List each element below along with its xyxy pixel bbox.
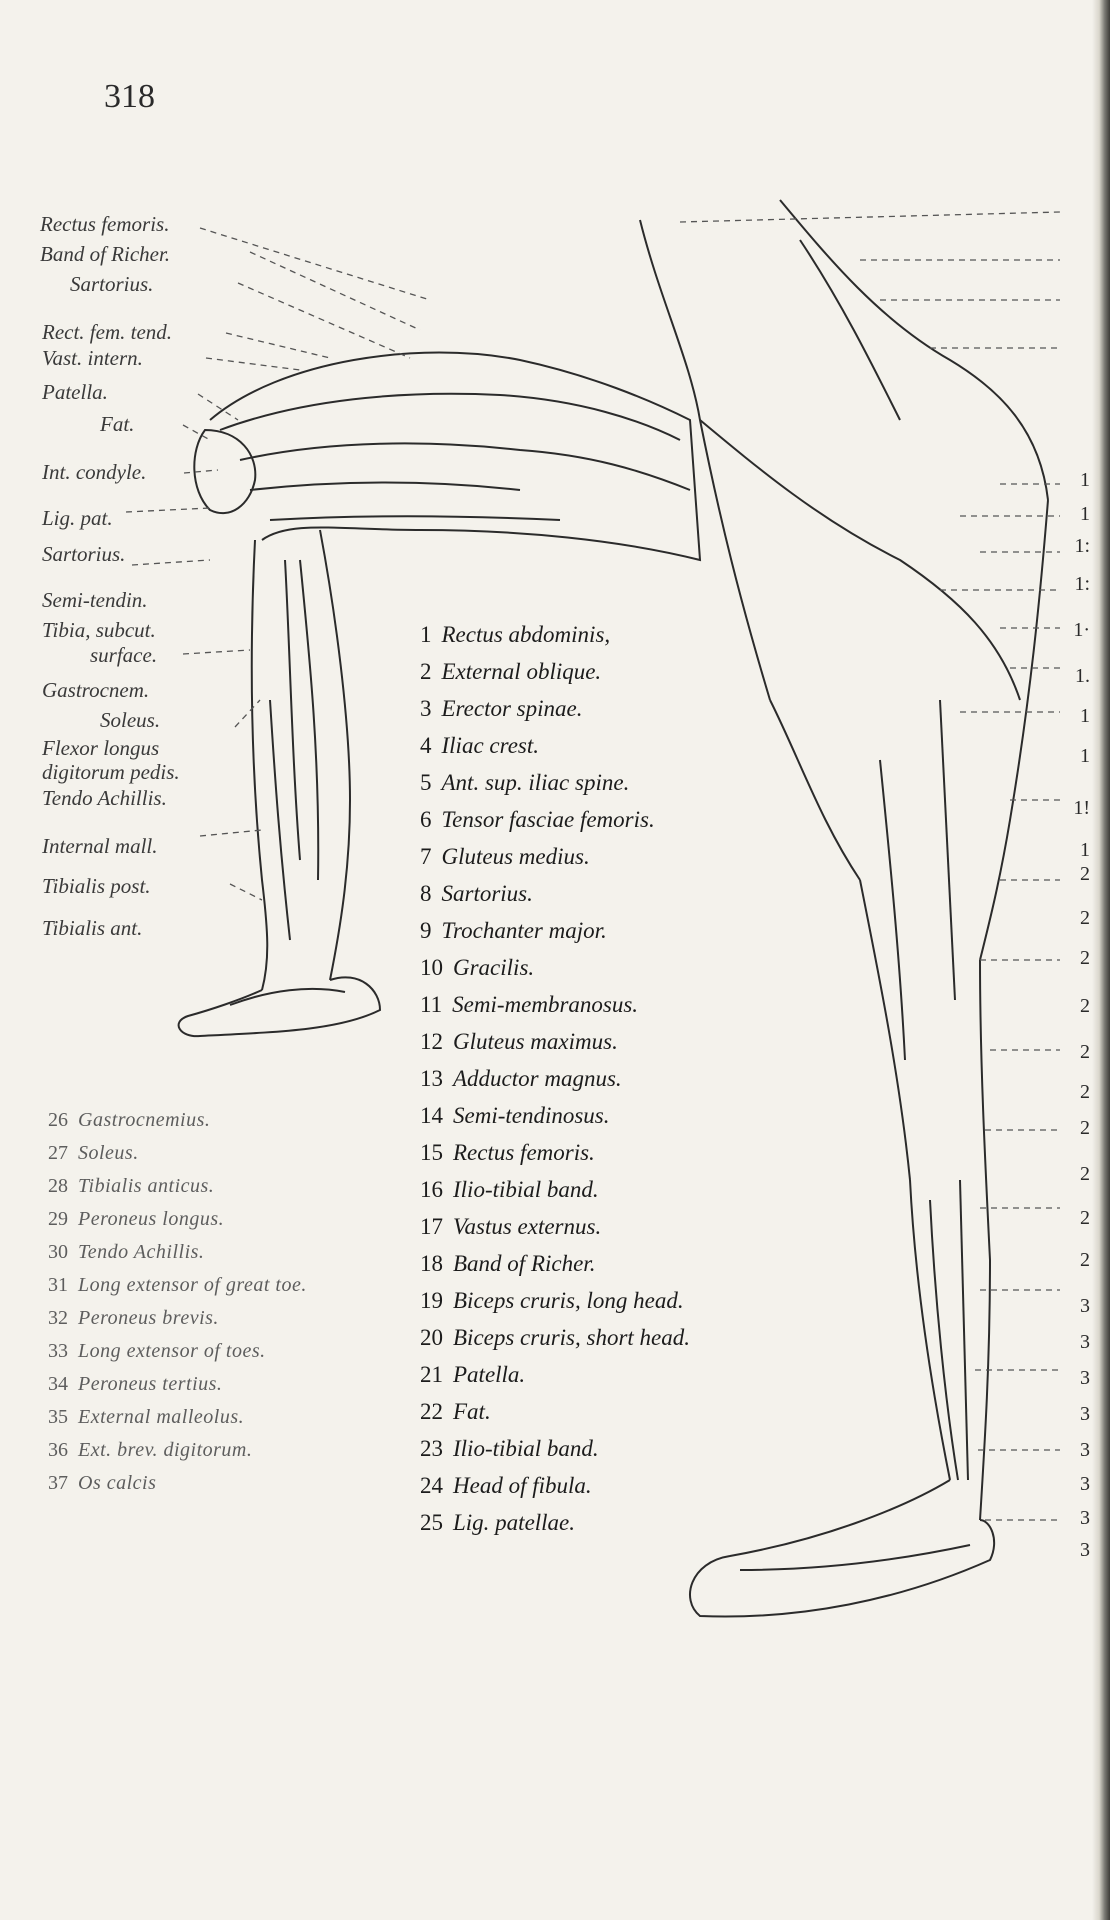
legend-row: 28 Tibialis anticus.	[48, 1175, 215, 1197]
left-label: digitorum pedis.	[42, 760, 180, 784]
legend-row: 4 Iliac crest.	[420, 733, 540, 758]
legend-row: 19 Biceps cruris, long head.	[420, 1288, 684, 1313]
edge-number: 2	[1080, 1163, 1090, 1185]
legend-row: 8 Sartorius.	[420, 881, 533, 906]
left-label: Tibia, subcut.	[42, 618, 156, 642]
legend-row: 3 Erector spinae.	[420, 696, 583, 721]
legend-row: 37 Os calcis	[48, 1472, 157, 1494]
edge-number: 1	[1080, 705, 1090, 727]
edge-number: 2	[1080, 947, 1090, 969]
legend-row: 9 Trochanter major.	[420, 918, 607, 943]
legend-row: 34 Peroneus tertius.	[48, 1373, 223, 1395]
edge-number: 3	[1080, 1331, 1090, 1353]
edge-number: 3	[1080, 1507, 1090, 1529]
legend-row: 2 External oblique.	[420, 659, 602, 684]
left-label: Semi-tendin.	[42, 588, 148, 612]
left-label: Internal mall.	[42, 834, 158, 858]
page-edge	[1092, 0, 1110, 1920]
edge-number: 2	[1080, 1249, 1090, 1271]
legend-main	[420, 616, 760, 1541]
left-label: Vast. intern.	[42, 346, 143, 370]
edge-number: 1	[1080, 745, 1090, 767]
legend-row: 17 Vastus externus.	[420, 1214, 602, 1239]
edge-number: 2	[1080, 1117, 1090, 1139]
edge-number: 2	[1080, 1207, 1090, 1229]
left-label: Soleus.	[100, 708, 161, 732]
left-label: Band of Richer.	[40, 242, 171, 266]
edge-number: 3	[1080, 1367, 1090, 1389]
edge-number: 1!	[1073, 797, 1090, 819]
legend-row: 36 Ext. brev. digitorum.	[48, 1439, 253, 1461]
edge-number: 3	[1080, 1403, 1090, 1425]
edge-number: 3	[1080, 1539, 1090, 1561]
edge-number: 1:	[1074, 535, 1090, 557]
left-label: surface.	[90, 643, 158, 667]
legend-secondary	[48, 1104, 408, 1500]
left-label: Tendo Achillis.	[42, 786, 167, 810]
edge-number: 2	[1080, 1081, 1090, 1103]
legend-row: 13 Adductor magnus.	[420, 1066, 622, 1091]
left-label: Patella.	[42, 380, 108, 404]
legend-row: 33 Long extensor of toes.	[48, 1340, 266, 1362]
legend-row: 30 Tendo Achillis.	[48, 1241, 205, 1263]
edge-number: 2	[1080, 907, 1090, 929]
legend-row: 6 Tensor fasciae femoris.	[420, 807, 655, 832]
legend-row: 35 External malleolus.	[48, 1406, 245, 1428]
edge-number: 1·	[1073, 619, 1090, 641]
edge-number: 2	[1080, 995, 1090, 1017]
edge-number: 2	[1080, 863, 1090, 885]
legend-row: 5 Ant. sup. iliac spine.	[420, 770, 630, 795]
left-label: Rect. fem. tend.	[42, 320, 173, 344]
legend-row: 24 Head of fibula.	[420, 1473, 592, 1498]
left-label: Lig. pat.	[42, 506, 113, 530]
legend-row: 18 Band of Richer.	[420, 1251, 596, 1276]
legend-row: 10 Gracilis.	[420, 955, 535, 980]
legend-row: 7 Gluteus medius.	[420, 844, 590, 869]
left-label: Gastrocnem.	[42, 678, 150, 702]
left-label: Fat.	[100, 412, 135, 436]
edge-number: 1	[1080, 503, 1090, 525]
left-label: Int. condyle.	[42, 460, 147, 484]
edge-number: 1:	[1074, 573, 1090, 595]
legend-row: 1 Rectus abdominis,	[420, 622, 611, 647]
page-number: 318	[104, 78, 155, 115]
legend-row: 22 Fat.	[420, 1399, 491, 1424]
left-label: Sartorius.	[70, 272, 154, 296]
legend-row: 27 Soleus.	[48, 1142, 139, 1164]
legend-row: 20 Biceps cruris, short head.	[420, 1325, 691, 1350]
legend-row: 32 Peroneus brevis.	[48, 1307, 219, 1329]
legend-row: 31 Long extensor of great toe.	[48, 1274, 307, 1296]
left-label: Tibialis ant.	[42, 916, 143, 940]
edge-number: 3	[1080, 1439, 1090, 1461]
legend-row: 15 Rectus femoris.	[420, 1140, 595, 1165]
left-label: Flexor longus	[42, 736, 160, 760]
legend-row: 11 Semi-membranosus.	[420, 992, 639, 1017]
legend-row: 21 Patella.	[420, 1362, 526, 1387]
legend-row: 29 Peroneus longus.	[48, 1208, 225, 1230]
left-label: Tibialis post.	[42, 874, 151, 898]
edge-number: 3	[1080, 1295, 1090, 1317]
left-label: Rectus femoris.	[40, 212, 170, 236]
legend-row: 26 Gastrocnemius.	[48, 1109, 211, 1131]
edge-number: 1	[1080, 469, 1090, 491]
edge-number: 1	[1080, 839, 1090, 861]
legend-row: 14 Semi-tendinosus.	[420, 1103, 610, 1128]
legend-row: 12 Gluteus maximus.	[420, 1029, 618, 1054]
edge-number: 3	[1080, 1473, 1090, 1495]
edge-number: 1.	[1075, 665, 1090, 687]
legend-row: 25 Lig. patellae.	[420, 1510, 576, 1535]
left-label: Sartorius.	[42, 542, 126, 566]
legend-row: 16 Ilio-tibial band.	[420, 1177, 599, 1202]
edge-number: 2	[1080, 1041, 1090, 1063]
legend-row: 23 Ilio-tibial band.	[420, 1436, 599, 1461]
